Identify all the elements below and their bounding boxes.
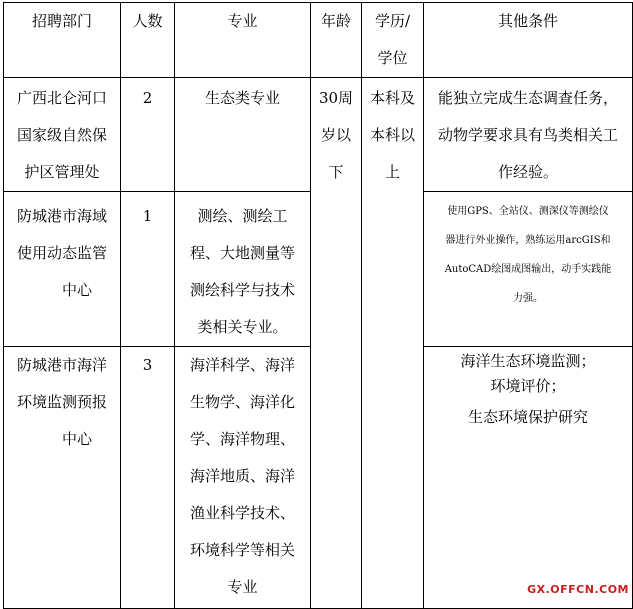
count-cell: 2	[121, 78, 175, 192]
major-cell: 测绘、测绘工 程、大地测量等 测绘科学与技术 类相关专业。	[175, 192, 311, 347]
header-education: 学历/ 学位	[362, 3, 424, 78]
watermark-logo: GX.OFFCN.COM	[527, 583, 629, 596]
recruitment-table	[3, 2, 633, 609]
dept-cell: 防城港市海域 使用动态监管 中心	[4, 192, 121, 347]
other-conditions-cell: 海洋生态环境监测； 环境评价； 生态环境保护研究	[424, 347, 633, 609]
count-cell: 3	[121, 347, 175, 609]
header-count: 人数	[121, 3, 175, 78]
dept-cell: 广西北仑河口 国家级自然保 护区管理处	[4, 78, 121, 192]
other-conditions-cell: 使用GPS、全站仪、测深仪等测绘仪 器进行外业操作，熟练运用arcGIS和 AutoCAD绘图成图输出，动手实践能 力强。	[424, 192, 633, 347]
age-cell: 30周 岁以 下	[311, 78, 362, 609]
other-conditions-cell: 能独立完成生态调查任务， 动物学要求具有鸟类相关工 作经验。	[424, 78, 633, 192]
education-cell: 本科及 本科以 上	[362, 78, 424, 609]
header-dept: 招聘部门	[4, 3, 121, 78]
header-row	[4, 3, 633, 78]
major-cell: 生态类专业	[175, 78, 311, 192]
header-age: 年龄	[311, 3, 362, 78]
count-cell: 1	[121, 192, 175, 347]
header-other-conditions: 其他条件	[424, 3, 633, 78]
major-cell: 海洋科学、海洋 生物学、海洋化 学、海洋物理、 海洋地质、海洋 渔业科学技术、 环境科学等相关 专业	[175, 347, 311, 609]
dept-cell: 防城港市海洋 环境监测预报 中心	[4, 347, 121, 609]
header-major: 专业	[175, 3, 311, 78]
table-row	[4, 78, 633, 192]
